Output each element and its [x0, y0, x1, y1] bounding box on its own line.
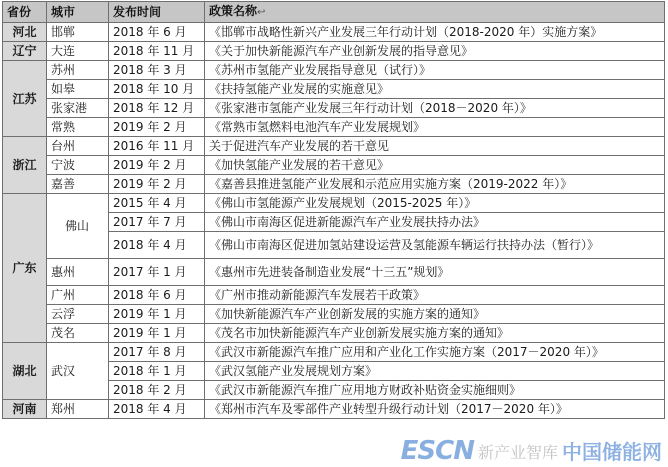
table-row [3, 137, 665, 156]
date-cell: 2016 年 11 月 [109, 137, 205, 156]
policy-title-cell: 《扶持氢能产业发展的实施意见》 [205, 80, 665, 99]
city-cell: 常熟 [47, 118, 109, 137]
table-row [3, 324, 665, 343]
header-date: 发布时间 [109, 2, 205, 23]
policy-title-cell: 《佛山市南海区促进新能源汽车产业发展扶持办法》 [205, 213, 665, 232]
policy-title-cell: 《常熟市氢燃料电池汽车产业发展规划》 [205, 118, 665, 137]
date-cell: 2019 年 1 月 [109, 305, 205, 324]
header-province: 省份 [3, 2, 47, 23]
city-cell: 如皋 [47, 80, 109, 99]
city-cell: 宁波 [47, 156, 109, 175]
watermark-logo: ESCN [400, 436, 474, 466]
date-cell: 2018 年 11 月 [109, 42, 205, 61]
policy-title-cell: 《加快新能源汽车产业创新发展的实施方案的通知》 [205, 305, 665, 324]
table-row [3, 175, 665, 194]
table-row [3, 118, 665, 137]
table-row [3, 61, 665, 80]
date-cell: 2019 年 2 月 [109, 156, 205, 175]
table-row [3, 286, 665, 305]
policy-title-cell: 《嘉善县推进氢能产业发展和示范应用实施方案（2019-2022 年）》 [205, 175, 665, 194]
table-row [3, 343, 665, 362]
header-title: 政策名称↩ [205, 2, 665, 23]
city-cell: 郑州 [47, 400, 109, 419]
policy-title-cell: 《关于加快新能源汽车产业创新发展的指导意见》 [205, 42, 665, 61]
policy-title-cell: 《佛山市南海区促进加氢站建设运营及氢能源车辆运行扶持办法（暂行）》 [205, 232, 665, 259]
date-cell: 2018 年 1 月 [109, 362, 205, 381]
province-cell: 辽宁 [3, 42, 47, 61]
city-cell: 台州 [47, 137, 109, 156]
province-cell: 浙江 [3, 137, 47, 194]
date-cell: 2018 年 2 月 [109, 381, 205, 400]
watermark [401, 435, 662, 465]
policy-title-cell: 《武汉市新能源汽车推广应用和产业化工作实施方案（2017－2020 年）》 [205, 343, 665, 362]
province-cell: 河南 [3, 400, 47, 419]
table-row [3, 259, 665, 286]
date-cell: 2019 年 2 月 [109, 175, 205, 194]
date-cell: 2017 年 1 月 [109, 259, 205, 286]
province-cell: 湖北 [3, 343, 47, 400]
header-city: 城市 [47, 2, 109, 23]
table-row [3, 23, 665, 42]
policy-title-cell: 《惠州市先进装备制造业发展“十三五”规划》 [205, 259, 665, 286]
city-cell: 云浮 [47, 305, 109, 324]
policy-title-cell: 《佛山市氢能源产业发展规划（2015-2025 年）》 [205, 194, 665, 213]
date-cell: 2015 年 4 月 [109, 194, 205, 213]
watermark-site: 中国储能网 [562, 440, 662, 464]
policy-title-cell: 《苏州市氢能产业发展指导意见（试行）》 [205, 61, 665, 80]
city-cell: 嘉善 [47, 175, 109, 194]
date-cell: 2018 年 6 月 [109, 23, 205, 42]
date-cell: 2019 年 2 月 [109, 118, 205, 137]
date-cell: 2018 年 3 月 [109, 61, 205, 80]
date-cell: 2017 年 8 月 [109, 343, 205, 362]
date-cell: 2018 年 12 月 [109, 99, 205, 118]
table-row [3, 80, 665, 99]
city-cell: 邯郸 [47, 23, 109, 42]
date-cell: 2018 年 4 月 [109, 232, 205, 259]
city-cell: 佛山 [47, 194, 109, 259]
table-row [3, 305, 665, 324]
date-cell: 2017 年 7 月 [109, 213, 205, 232]
province-cell: 江苏 [3, 61, 47, 137]
paragraph-mark: ↩ [257, 7, 266, 18]
policy-title-cell: 《加快氢能产业发展的若干意见》 [205, 156, 665, 175]
policy-title-cell: 《郑州市汽车及零部件产业转型升级行动计划（2017－2020 年）》 [205, 400, 665, 419]
city-cell: 惠州 [47, 259, 109, 286]
city-cell: 茂名 [47, 324, 109, 343]
policy-title-cell: 《张家港市氢能产业发展三年行动计划（2018－2020 年）》 [205, 99, 665, 118]
policy-title-cell: 《武汉氢能产业发展规划方案》 [205, 362, 665, 381]
date-cell: 2018 年 6 月 [109, 286, 205, 305]
policy-title-cell: 《广州市推动新能源汽车发展若干政策》 [205, 286, 665, 305]
table-row [3, 156, 665, 175]
policy-title-cell: 《武汉市新能源汽车推广应用地方财政补贴资金实施细则》 [205, 381, 665, 400]
watermark-text: 新产业智库 [477, 443, 558, 462]
city-cell: 苏州 [47, 61, 109, 80]
policy-title-cell: 《邯郸市战略性新兴产业发展三年行动计划（2018-2020 年）实施方案》 [205, 23, 665, 42]
city-cell: 广州 [47, 286, 109, 305]
table-header-row [3, 2, 665, 23]
policy-title-cell: 《茂名市加快新能源汽车产业创新发展实施方案的通知》 [205, 324, 665, 343]
province-cell: 河北 [3, 23, 47, 42]
province-cell: 广东 [3, 194, 47, 343]
city-cell: 大连 [47, 42, 109, 61]
table-row [3, 42, 665, 61]
table-row [3, 99, 665, 118]
date-cell: 2018 年 4 月 [109, 400, 205, 419]
city-cell: 武汉 [47, 343, 109, 400]
policy-table [2, 1, 665, 419]
table-row [3, 400, 665, 419]
table-row [3, 194, 665, 213]
date-cell: 2018 年 10 月 [109, 80, 205, 99]
policy-title-cell: 关于促进汽车产业发展的若干意见 [205, 137, 665, 156]
city-cell: 张家港 [47, 99, 109, 118]
date-cell: 2019 年 1 月 [109, 324, 205, 343]
